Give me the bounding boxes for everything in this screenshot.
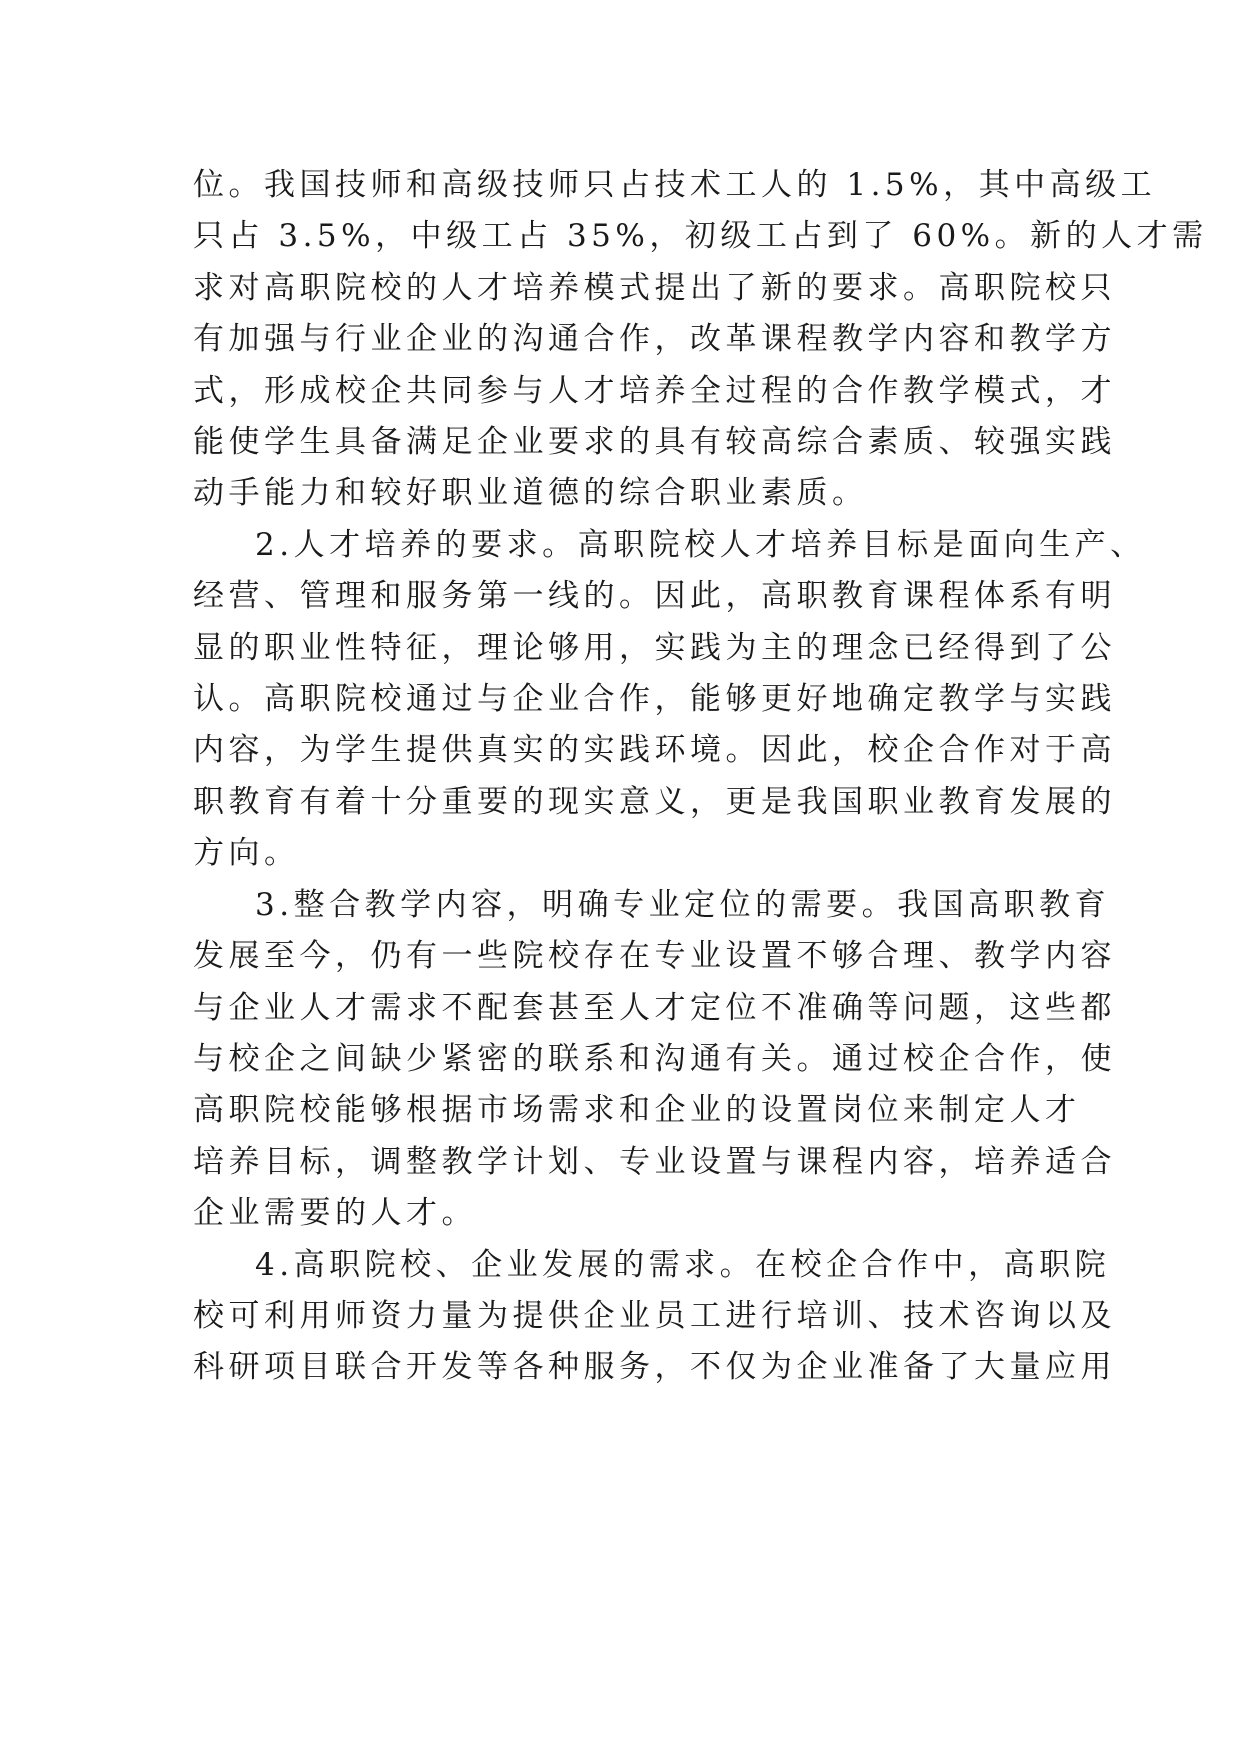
text-line: 职教育有着十分重要的现实意义，更是我国职业教育发展的 [193, 783, 1116, 820]
paragraph-3 [193, 880, 1116, 1240]
text-line: 校可利用师资力量为提供企业员工进行培训、技术咨询以及 [193, 1297, 1116, 1334]
text-line: 能使学生具备满足企业要求的具有较高综合素质、较强实践 [193, 424, 1116, 461]
text-line: 企业需要的人才。 [193, 1195, 477, 1232]
paragraph-1 [193, 160, 1208, 520]
text-line: 求对高职院校的人才培养模式提出了新的要求。高职院校只 [193, 269, 1116, 306]
text-line: 4.高职院校、企业发展的需求。在校企合作中，高职院 [255, 1246, 1111, 1283]
text-line: 位。我国技师和高级技师只占技术工人的 1.5%，其中高级工 [193, 167, 1157, 203]
text-line: 2.人才培养的要求。高职院校人才培养目标是面向生产、 [255, 526, 1146, 563]
text-line: 发展至今，仍有一些院校存在专业设置不够合理、教学内容 [193, 938, 1116, 975]
text-line: 与校企之间缺少紧密的联系和沟通有关。通过校企合作，使 [193, 1040, 1116, 1077]
text-line: 有加强与行业企业的沟通合作，改革课程教学内容和教学方 [193, 321, 1116, 358]
text-line: 内容，为学生提供真实的实践环境。因此，校企合作对于高 [193, 732, 1116, 769]
text-line: 认。高职院校通过与企业合作，能够更好地确定教学与实践 [193, 681, 1116, 718]
document-body [193, 160, 1208, 1394]
paragraph-4 [193, 1240, 1116, 1394]
text-line: 3.整合教学内容，明确专业定位的需要。我国高职教育 [255, 886, 1111, 923]
text-line: 方向。 [193, 835, 300, 872]
text-line: 动手能力和较好职业道德的综合职业素质。 [193, 475, 868, 512]
text-line: 式，形成校企共同参与人才培养全过程的合作教学模式，才 [193, 372, 1116, 409]
text-line: 高职院校能够根据市场需求和企业的设置岗位来制定人才 [193, 1092, 1081, 1129]
text-line: 培养目标，调整教学计划、专业设置与课程内容，培养适合 [193, 1143, 1116, 1180]
text-line: 经营、管理和服务第一线的。因此，高职教育课程体系有明 [193, 578, 1116, 615]
text-line: 与企业人才需求不配套甚至人才定位不准确等问题，这些都 [193, 989, 1116, 1026]
text-line: 显的职业性特征，理论够用，实践为主的理念已经得到了公 [193, 629, 1116, 666]
text-line: 科研项目联合开发等各种服务，不仅为企业准备了大量应用 [193, 1349, 1116, 1386]
text-line: 只占 3.5%，中级工占 35%，初级工占到了 60%。新的人才需 [193, 218, 1208, 255]
paragraph-2 [193, 520, 1146, 880]
